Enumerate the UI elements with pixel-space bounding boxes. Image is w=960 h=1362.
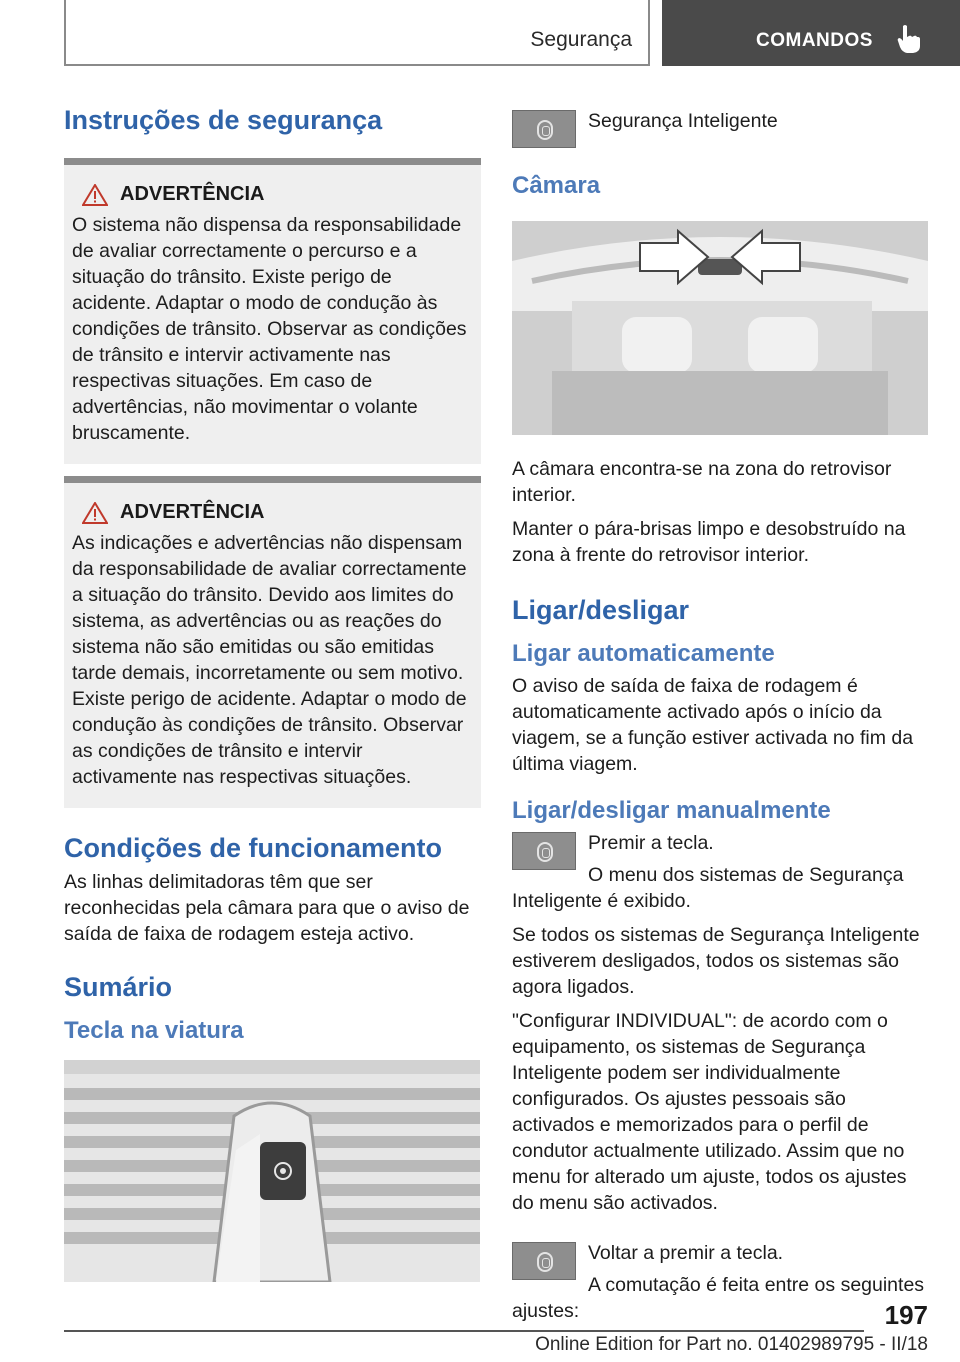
header-section-title: Segurança [530, 28, 632, 51]
manual-text-2: Se todos os sistemas de Segurança Inteligente estiverem desligados, todos os sistemas são agora ligados. [512, 923, 920, 998]
left-column [64, 96, 481, 1287]
footer-divider [64, 1330, 864, 1332]
edition-note: Online Edition for Part no. 01402989795 - II/18 [535, 1334, 928, 1355]
warning-triangle-icon [82, 502, 108, 524]
header-section-box [64, 0, 650, 66]
manual-step-1-text: Premir a tecla. [588, 831, 714, 854]
camera-text-2: Manter o pára-brisas limpo e desobstruído na zona à frente do retrovisor interior. [512, 517, 906, 566]
warning-heading [82, 501, 473, 524]
warning-text: As indicações e advertências não dispensam da responsabilidade de avaliar correctamente a situação do trânsito. Devido aos limites do sistema, as advertências ou as reações do sistema não são emitidas ou são emitidas tarde demais, incorretamente ou sem motivo. Existe perigo de acidente. Adaptar o modo de condução às condições de trânsito. Observar as condições de trânsito e intervir activamente nas respectivas situações. [72, 532, 467, 789]
warning-label: ADVERTÊNCIA [120, 183, 265, 206]
title-safety-instructions: Instruções de segurança [64, 105, 383, 135]
camera-text-1: A câmara encontra-se na zona do retrovisor interior. [512, 457, 892, 506]
manual-step-2 [512, 1240, 928, 1324]
right-column [512, 108, 928, 1324]
warning-triangle-icon [82, 184, 108, 206]
hand-pointer-icon [896, 24, 922, 54]
warning-heading [82, 183, 473, 206]
intelligent-safety-button-icon [512, 110, 576, 148]
manual-step-1-result: O menu dos sistemas de Segurança Inteligente é exibido. [512, 863, 904, 912]
title-summary: Sumário [64, 971, 173, 1002]
intelligent-safety-button-icon [512, 1242, 576, 1280]
warning-box-2 [64, 476, 481, 808]
manual-step-2-text: Voltar a premir a tecla. [588, 1241, 784, 1264]
intelligent-safety-button-icon [512, 832, 576, 870]
page-number: 197 [884, 1300, 928, 1330]
button-caption: Segurança Inteligente [588, 110, 778, 132]
manual-step-2-result: A comutação é feita entre os seguintes ajustes: [512, 1273, 925, 1322]
header-chapter-title: COMANDOS [756, 30, 873, 51]
manual-text-3: "Configurar INDIVIDUAL": de acordo com o equipamento, os sistemas de Segurança Inteligente podem ser individualmente configurados. Os ajustes pessoais são activados e memorizados para o perfil de condutor actualmente utilizado. Assim que no menu for alterado um ajuste, todos os ajustes do menu são activados. [512, 1009, 907, 1214]
warning-label: ADVERTÊNCIA [120, 501, 265, 524]
warning-text: O sistema não dispensa da responsabilidade de avaliar correctamente o percurso e a situação do trânsito. Existe perigo de acidente. Adaptar o modo de condução às condições de trânsito. Observar as condições de trânsito e intervir activamente nas respectivas situações. Em caso de advertências, não movimentar o volante bruscamente. [72, 214, 467, 445]
title-operating-conditions: Condições de funcionamento [64, 833, 443, 864]
button-caption-row [512, 108, 928, 148]
vehicle-button-photo [64, 1060, 480, 1282]
camera-location-photo [512, 221, 928, 435]
header-chapter-tab [662, 0, 960, 66]
subtitle-camera: Câmara [512, 172, 601, 199]
auto-on-text: O aviso de saída de faixa de rodagem é automaticamente activado após o início da viagem, se a função estiver activada no fim da última viagem. [512, 674, 914, 775]
conditions-text: As linhas delimitadoras têm que ser reconhecidas pela câmara para que o aviso de saída de faixa de rodagem esteja activo. [64, 870, 470, 945]
subtitle-manual-on-off: Ligar/desligar manualmente [512, 796, 831, 824]
subtitle-auto-on: Ligar automaticamente [512, 640, 775, 668]
title-on-off: Ligar/desligar [512, 594, 690, 625]
subtitle-vehicle-button: Tecla na viatura [64, 1017, 244, 1045]
warning-box-1 [64, 158, 481, 464]
manual-step-1 [512, 830, 928, 914]
